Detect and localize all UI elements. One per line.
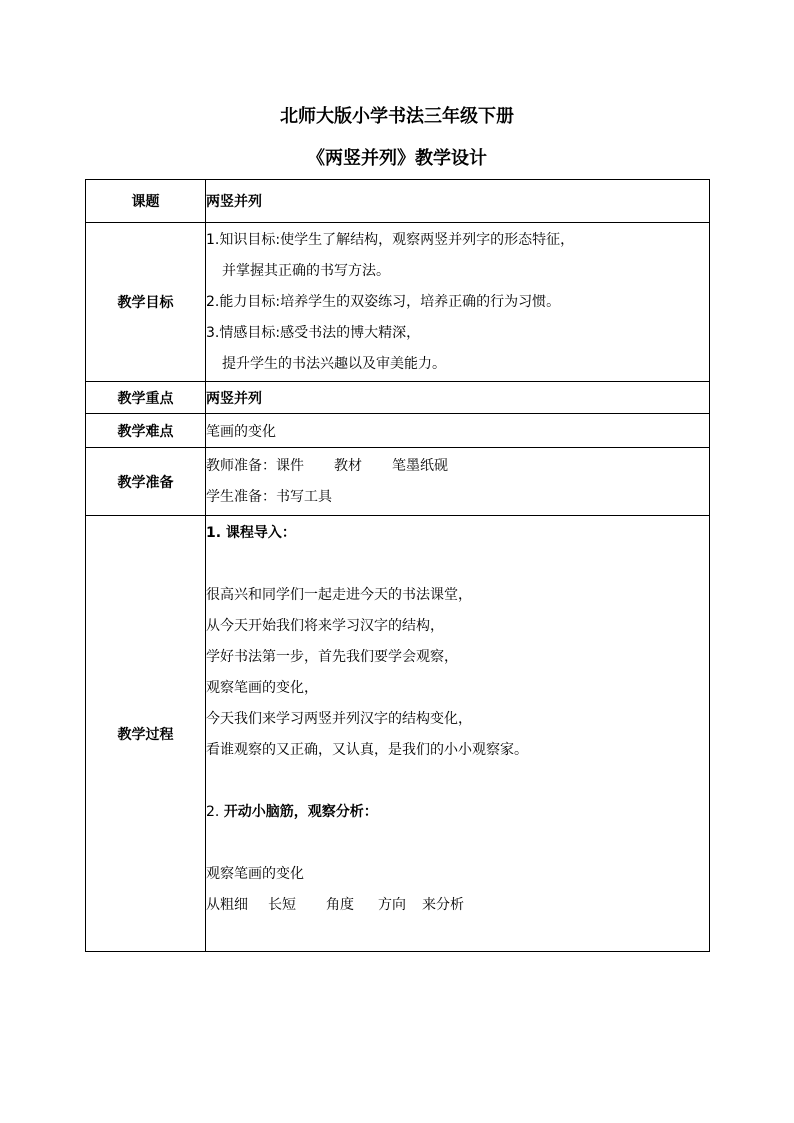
- preparation-content: [206, 448, 710, 516]
- section-heading: [206, 797, 709, 828]
- difficulty-value: 笔画的变化: [206, 414, 710, 448]
- process-line: 观察笔画的变化: [206, 866, 304, 882]
- key-point-label: 教学重点: [86, 382, 206, 414]
- analysis-word: 从粗细: [206, 897, 248, 913]
- section-number: 2.: [206, 804, 220, 820]
- process-line: 很高兴和同学们一起走进今天的书法课堂，: [206, 587, 472, 603]
- document-subtitle: 《两竖并列》教学设计: [307, 148, 487, 169]
- topic-label: 课题: [86, 180, 206, 223]
- section-heading-text: 开动小脑筋，观察分析：: [223, 804, 378, 820]
- topic-value: 两竖并列: [206, 180, 710, 223]
- objective-line: 1.知识目标:使学生了解结构，观察两竖并列字的形态特征，: [206, 231, 575, 248]
- objective-line: 2.能力目标:培养学生的双姿练习，培养正确的行为习惯。: [206, 293, 561, 310]
- objective-line: 并掌握其正确的书写方法。: [222, 262, 390, 279]
- document-title: 北师大版小学书法三年级下册: [280, 106, 514, 127]
- row-key-point: [86, 382, 710, 414]
- objectives-label: 教学目标: [86, 223, 206, 382]
- objective-line: 3.情感目标:感受书法的博大精深，: [206, 324, 421, 341]
- student-preparation: 学生准备：书写工具: [206, 488, 332, 505]
- process-label: 教学过程: [86, 516, 206, 952]
- teacher-prep-item: 教材: [334, 457, 362, 474]
- analysis-word: 长短: [268, 897, 296, 913]
- process-line: 今天我们来学习两竖并列汉字的结构变化，: [206, 711, 472, 727]
- row-process: [86, 516, 710, 952]
- row-difficulty: [86, 414, 710, 448]
- row-objectives: [86, 223, 710, 382]
- analysis-word: 方向: [378, 897, 406, 913]
- process-line: 学好书法第一步，首先我们要学会观察，: [206, 649, 458, 665]
- key-point-value: 两竖并列: [206, 382, 710, 414]
- objective-line: 提升学生的书法兴趣以及审美能力。: [222, 355, 446, 372]
- row-topic: [86, 180, 710, 223]
- lesson-plan-table: [85, 179, 710, 952]
- objectives-content: [206, 223, 710, 382]
- analysis-words: [206, 890, 709, 921]
- process-line: 看谁观察的又正确，又认真，是我们的小小观察家。: [206, 742, 528, 758]
- process-content: [206, 516, 710, 952]
- teacher-prep-prefix: 教师准备：课件: [206, 457, 304, 474]
- process-line: 观察笔画的变化，: [206, 680, 318, 696]
- difficulty-label: 教学难点: [86, 414, 206, 448]
- row-preparation: [86, 448, 710, 516]
- process-line: 从今天开始我们将来学习汉字的结构，: [206, 618, 444, 634]
- teacher-prep-item: 笔墨纸砚: [392, 457, 448, 474]
- analysis-word: 来分析: [422, 897, 464, 913]
- section-heading: 1. 课程导入：: [206, 525, 296, 541]
- teacher-preparation: [206, 451, 709, 482]
- preparation-label: 教学准备: [86, 448, 206, 516]
- analysis-word: 角度: [326, 897, 354, 913]
